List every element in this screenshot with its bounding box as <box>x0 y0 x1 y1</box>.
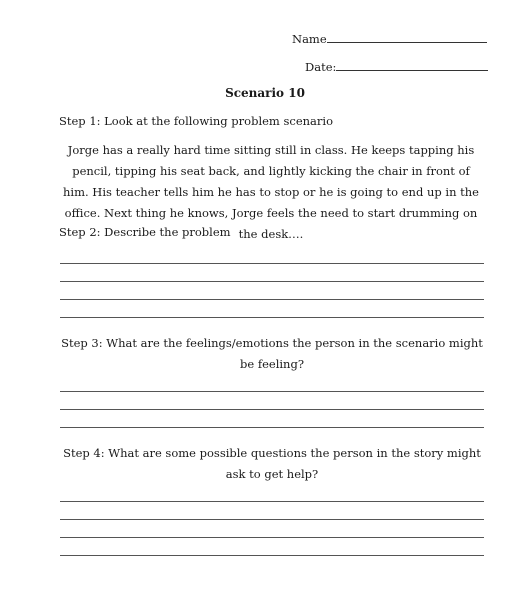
date-blank-line[interactable] <box>336 58 488 71</box>
step1-label: Step 1: Look at the following problem scenario <box>59 114 334 128</box>
page-title: Scenario 10 <box>225 86 305 100</box>
name-blank-line[interactable] <box>327 30 487 43</box>
step2-answer-line[interactable] <box>60 281 484 282</box>
step3-answer-line[interactable] <box>60 409 484 410</box>
step4-answer-line[interactable] <box>60 519 484 520</box>
step4-answer-line[interactable] <box>60 537 484 538</box>
step3-answer-line[interactable] <box>60 391 484 392</box>
step2-answer-line[interactable] <box>60 263 484 264</box>
step4-answer-line[interactable] <box>60 555 484 556</box>
date-field <box>305 58 488 74</box>
step2-answer-line[interactable] <box>60 299 484 300</box>
step4-label: Step 4: What are some possible questions the person in the story might ask to get help? <box>63 446 481 481</box>
name-label: Name <box>292 32 327 46</box>
step2-answer-line[interactable] <box>60 317 484 318</box>
step3-answer-line[interactable] <box>60 427 484 428</box>
name-field <box>292 30 487 46</box>
step3-label: Step 3: What are the feelings/emotions the person in the scenario might be feeling? <box>61 336 483 371</box>
step4-answer-line[interactable] <box>60 501 484 502</box>
date-label: Date: <box>305 60 337 74</box>
scenario-text: Jorge has a really hard time sitting still in class. He keeps tapping his pencil, tipping his seat back, and lightly kicking the chair in front of him. His teacher tells him he has to stop or he is going to end up in the office. Next thing he knows, Jorge feels the need to start drumming on the desk…. <box>63 143 479 241</box>
step2-label: Step 2: Describe the problem <box>59 225 231 239</box>
